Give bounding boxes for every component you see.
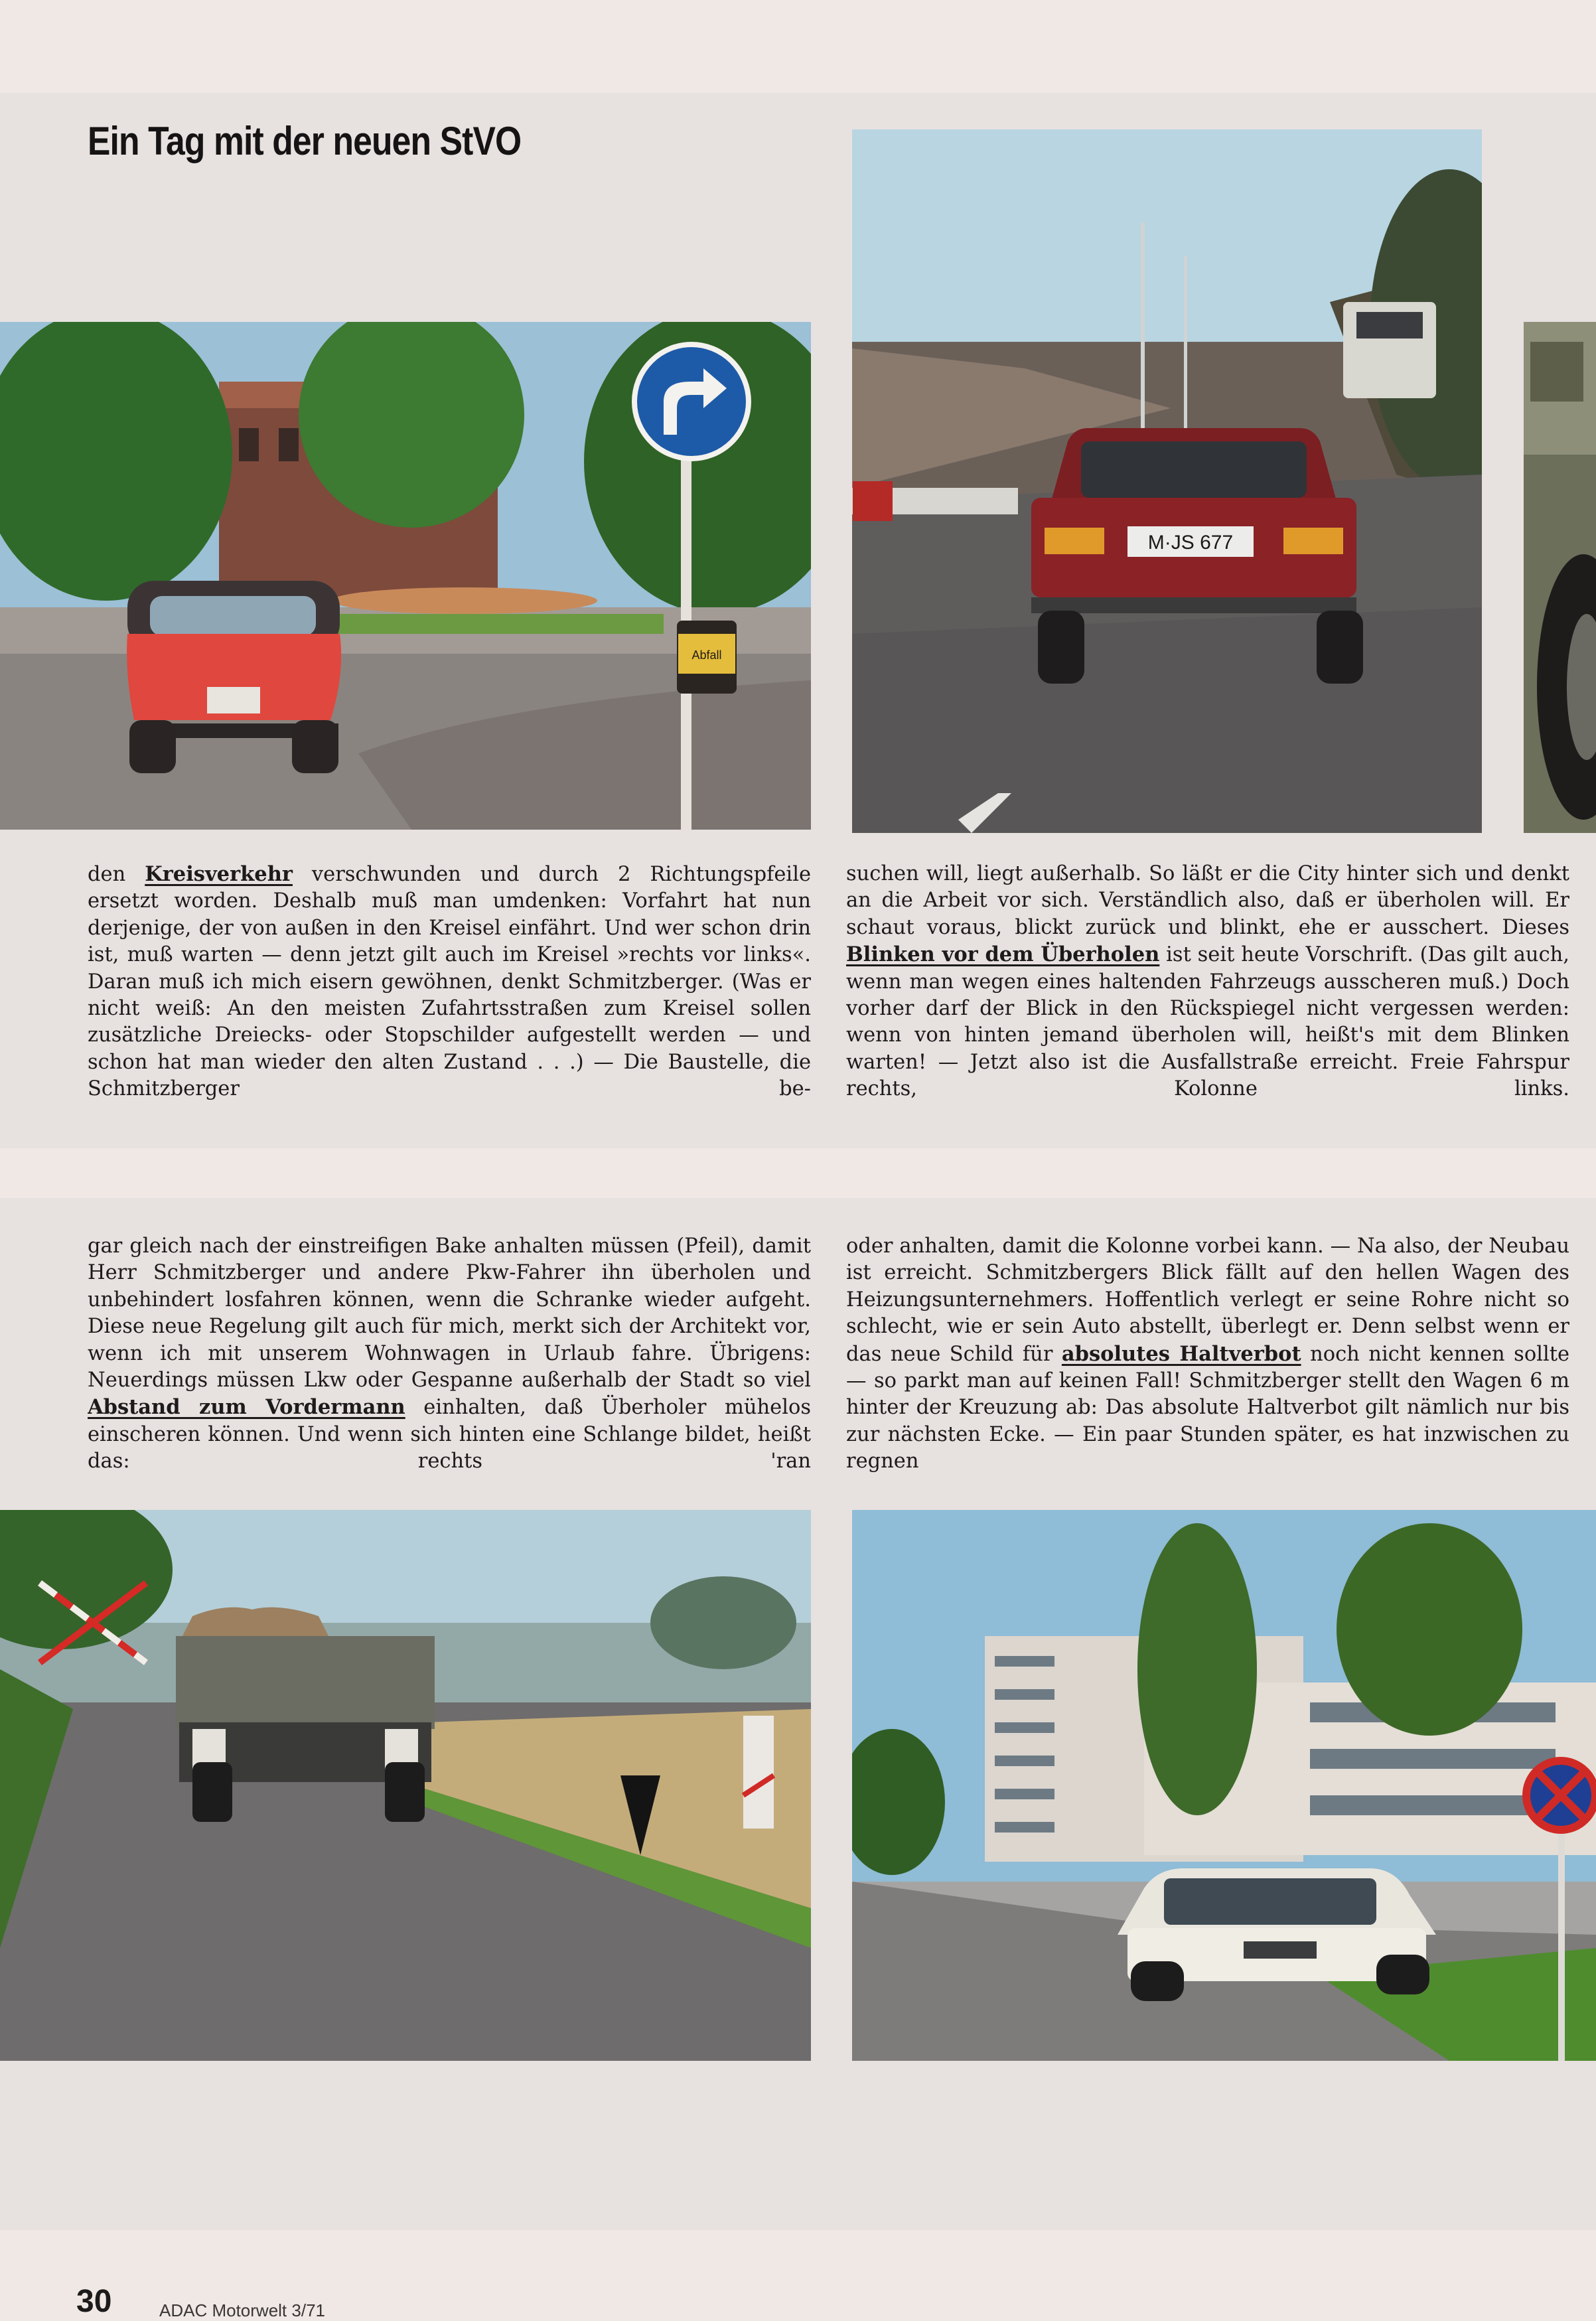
keyword-haltverbot: absolutes Haltverbot — [1061, 1341, 1301, 1366]
keyword-abstand: Abstand zum Vordermann — [88, 1395, 405, 1420]
text-column-top-right — [846, 861, 1569, 1106]
page-number: 30 — [76, 2284, 112, 2319]
text-run: noch nicht kennen sollte — so parkt man auf keinen Fall! Schmitzberger stellt den Wagen 6 m hinter der Kreuzung ab: Das absolute Haltverbot gilt nämlich nur bis zur nächsten Ecke. — Ein paar Stunden später, es hat inzwischen zu regnen — [846, 1342, 1569, 1473]
paragraph — [846, 1233, 1569, 1475]
photo-license-plate: M·JS 677 — [1147, 532, 1234, 554]
text-run: einhalten, daß Überholer mühelos einscheren können. Und wenn sich hinten eine Schlange bildet, heißt das: rechts 'ran — [88, 1396, 811, 1473]
text-run: gar gleich nach der einstreifigen Bake anhalten müssen (Pfeil), damit Herr Schmitzberger und andere Pkw-Fahrer ihn überholen und unbehindert losfahren können, wenn die Schranke wieder aufgeht. Diese neue Regelung gilt auch für mich, merkt sich der Architekt vor, wenn ich mit unserem Wohnwagen in Urlaub fahre. Übrigens: Neuerdings müssen Lkw oder Gespanne außerhalb der Stadt so viel — [88, 1235, 811, 1392]
text-run: verschwunden und durch 2 Richtungspfeile ersetzt worden. Deshalb muß man umdenken: Vorfahrt hat nun derjenige, der von außen in den Kreisel einfährt. Und wer schon drin ist, muß warten — denn jetzt gilt auch im Kreisel »rechts vor links«. Daran muß ich mich eisern gewöhnen, denkt Schmitzberger. (Was er nicht weiß: An den meisten Zufahrtsstraßen zum Kreisel sollen zusätzliche Dreiecks- oder Stopschilder aufgestellt werden — und schon hat man wieder den alten Zustand . . .) — Die Baustelle, die Schmitzberger be- — [88, 863, 811, 1101]
photo-sign-label: Abfall — [691, 648, 722, 662]
photo-no-stopping — [852, 1510, 1596, 2061]
text-column-top-left — [88, 861, 811, 1106]
issue-label: ADAC Motorwelt 3/71 — [159, 2300, 325, 2320]
photo-overtaking — [852, 129, 1482, 833]
photo-roundabout — [0, 322, 811, 830]
keyword-blinken: Blinken vor dem Überholen — [846, 942, 1160, 967]
text-run: suchen will, liegt außerhalb. So läßt er die City hinter sich und denkt an die Arbeit vor sich. Verständlich also, daß er überholen will. Er schaut voraus, blickt zurück und blinkt, ehe er ausschert. Dieses — [846, 862, 1569, 939]
page-title: Ein Tag mit der neuen StVO — [88, 119, 522, 163]
text-column-mid-left — [88, 1233, 811, 1479]
paragraph — [846, 861, 1569, 1103]
text-run: ist seit heute Vorschrift. (Das gilt auch, wenn man wegen eines haltenden Fahrzeugs ausscheren muß.) Doch vorher darf der Blick in den Rückspiegel nicht vergessen werden: wenn von hinten jemand überholen will, heißt's mit dem Blinken warten! — Jetzt also ist die Ausfallstraße erreicht. Freie Fahrspur rechts, Kolonne links. — [846, 943, 1569, 1101]
keyword-kreisverkehr: Kreisverkehr — [145, 862, 293, 886]
photo-truck-edge — [1524, 322, 1596, 833]
photo-truck-road — [0, 1510, 811, 2061]
text-column-mid-right — [846, 1233, 1569, 1479]
paragraph — [88, 1233, 811, 1475]
text-run: den — [88, 863, 145, 886]
text-run: oder anhalten, damit die Kolonne vorbei kann. — Na also, der Neubau ist erreicht. Schmitzbergers Blick fällt auf den hellen Wagen des Heizungsunternehmers. Hoffentlich verlegt er seine Rohre nicht so schlecht, wie er sein Auto abstellt, überlegt er. Denn selbst wenn er das neue Schild für — [846, 1235, 1569, 1366]
paragraph — [88, 861, 811, 1103]
